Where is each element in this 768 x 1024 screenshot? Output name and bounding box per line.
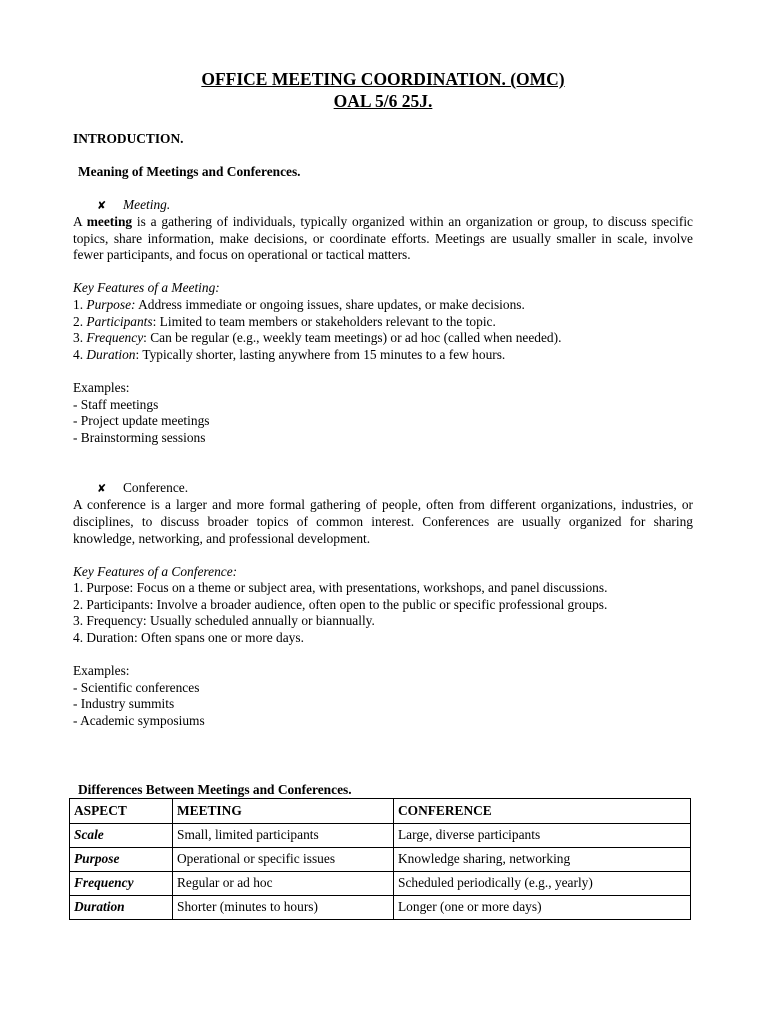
title-line-1: OFFICE MEETING COORDINATION. (OMC) xyxy=(201,69,565,89)
conference-bullet-label: Conference. xyxy=(123,480,189,496)
cross-mark-icon: ✘ xyxy=(97,199,107,212)
table-cell: Duration xyxy=(70,895,173,919)
table-cell: Small, limited participants xyxy=(173,823,394,847)
conference-bullet xyxy=(97,479,693,497)
meeting-def-prefix: A xyxy=(73,214,87,229)
table-cell: Shorter (minutes to hours) xyxy=(173,895,394,919)
meeting-bullet-label: Meeting. xyxy=(123,197,171,212)
meeting-features-list xyxy=(73,297,693,363)
conference-examples-heading: Examples: xyxy=(73,663,130,679)
meeting-feature: 2. Participants: Limited to team members or stakeholders relevant to the topic. xyxy=(73,313,496,329)
table-header-cell: ASPECT xyxy=(70,798,173,823)
conference-feature: 3. Frequency: Usually scheduled annually or biannually. xyxy=(73,613,375,629)
meeting-feature: 4. Duration: Typically shorter, lasting anywhere from 15 minutes to a few hours. xyxy=(73,346,506,362)
table-row xyxy=(70,871,691,895)
table-header-cell: CONFERENCE xyxy=(394,798,691,823)
table-header-row xyxy=(70,798,691,823)
table-header-cell: MEETING xyxy=(173,798,394,823)
meeting-example: - Staff meetings xyxy=(73,396,159,412)
introduction-heading: INTRODUCTION. xyxy=(73,131,184,146)
meeting-def-term: meeting xyxy=(86,214,133,229)
meeting-example: - Brainstorming sessions xyxy=(73,429,206,445)
conference-definition: A conference is a larger and more formal gathering of people, often from different organizations, industries, or disciplines, to discuss broader topics of common interest. Conferences are usually organized for sharing knowledge, networking, and professional development. xyxy=(73,497,693,546)
meeting-bullet xyxy=(97,196,693,214)
table-cell: Purpose xyxy=(70,847,173,871)
document-title xyxy=(73,68,693,112)
table-caption: Differences Between Meetings and Conferences. xyxy=(78,781,352,797)
document-page xyxy=(73,68,693,920)
conference-example: - Academic symposiums xyxy=(73,713,205,729)
conference-features-heading: Key Features of a Conference: xyxy=(73,563,238,579)
conference-example: - Scientific conferences xyxy=(73,679,200,695)
conference-feature: 4. Duration: Often spans one or more days. xyxy=(73,630,304,646)
table-cell: Scale xyxy=(70,823,173,847)
table-cell: Scheduled periodically (e.g., yearly) xyxy=(394,871,691,895)
meeting-feature: 3. Frequency: Can be regular (e.g., weekly team meetings) or ad hoc (called when needed). xyxy=(73,330,562,346)
table-cell: Frequency xyxy=(70,871,173,895)
table-cell: Knowledge sharing, networking xyxy=(394,847,691,871)
conference-example: - Industry summits xyxy=(73,696,175,712)
cross-mark-icon: ✘ xyxy=(97,482,107,496)
table-row xyxy=(70,895,691,919)
table-cell: Longer (one or more days) xyxy=(394,895,691,919)
table-cell: Regular or ad hoc xyxy=(173,871,394,895)
meeting-def-text: is a gathering of individuals, typically organized within an organization or group, to discuss specific topics, share information, make decisions, or coordinate efforts. Meetings are usually smaller in scale, involve fewer participants, and focus on operational or tactical matters. xyxy=(73,214,693,263)
table-row xyxy=(70,823,691,847)
meeting-examples-heading: Examples: xyxy=(73,379,130,395)
meaning-heading: Meaning of Meetings and Conferences. xyxy=(78,164,301,179)
conference-feature: 1. Purpose: Focus on a theme or subject area, with presentations, workshops, and panel discussions. xyxy=(73,580,608,596)
table-cell: Operational or specific issues xyxy=(173,847,394,871)
meeting-feature: 1. Purpose: Address immediate or ongoing issues, share updates, or make decisions. xyxy=(73,296,525,312)
meeting-definition xyxy=(73,214,693,264)
table-cell: Large, diverse participants xyxy=(394,823,691,847)
conference-feature: 2. Participants: Involve a broader audience, often open to the public or specific professional groups. xyxy=(73,596,608,612)
comparison-table xyxy=(69,798,691,920)
meeting-features-heading: Key Features of a Meeting: xyxy=(73,280,220,296)
meeting-example: - Project update meetings xyxy=(73,413,210,429)
table-row xyxy=(70,847,691,871)
title-line-2: OAL 5/6 25J. xyxy=(333,91,433,111)
